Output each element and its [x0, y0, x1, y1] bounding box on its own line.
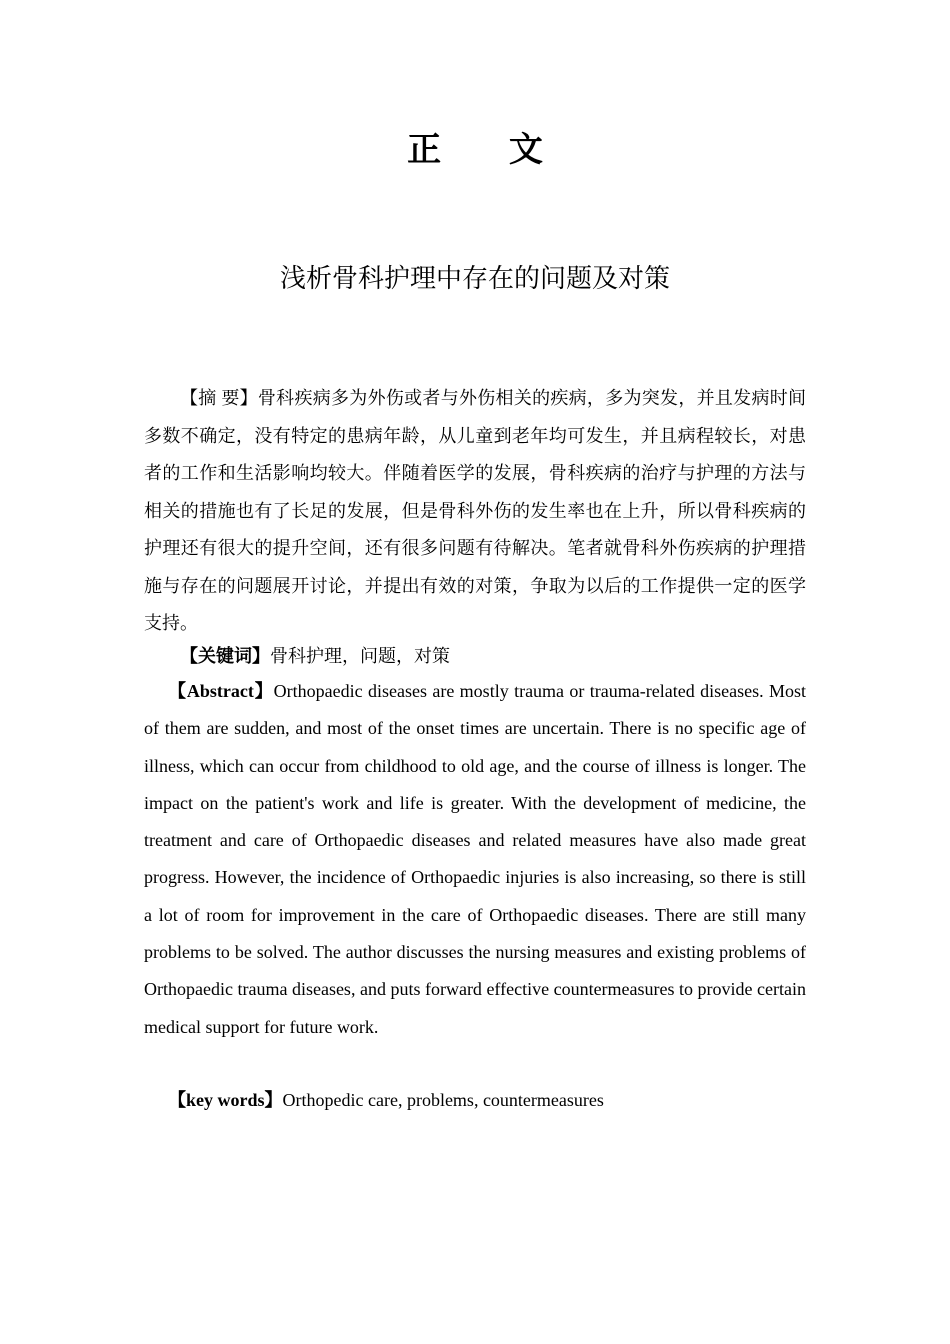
section-heading: 正 文 [407, 130, 571, 170]
chinese-keywords [144, 638, 806, 676]
chinese-keywords-text: 骨科护理，问题，对策 [270, 646, 450, 666]
english-abstract-text: Orthopaedic diseases are mostly trauma or trauma-related diseases. Most of them are sudden, and most of the onset times are uncertain. There is no specific age of illness, which can occur from childhood to old age, and the course of illness is longer. The impact on the patient's work and life is greater. With the development of medicine, the treatment and care of Orthopaedic diseases and related measures have also made great progress. However, the incidence of Orthopaedic injuries is also increasing, so there is still a lot of room for improvement in the care of Orthopaedic diseases. There are still many problems to be solved. The author discusses the nursing measures and existing problems of Orthopaedic trauma diseases, and puts forward effective countermeasures to provide certain medical support for future work. [144, 681, 806, 1037]
english-keywords-label: 【key words】 [168, 1090, 283, 1110]
english-abstract [144, 673, 806, 1046]
chinese-abstract-label: 【摘 要】 [180, 388, 258, 408]
paper-title: 浅析骨科护理中存在的问题及对策 [279, 264, 670, 294]
chinese-abstract [144, 380, 806, 643]
english-keywords [144, 1082, 806, 1119]
english-abstract-label: 【Abstract】 [168, 681, 274, 701]
chinese-keywords-label: 【关键词】 [180, 646, 270, 667]
english-keywords-text: Orthopedic care, problems, countermeasures [282, 1090, 604, 1110]
chinese-abstract-text: 骨科疾病多为外伤或者与外伤相关的疾病，多为突发，并且发病时间多数不确定，没有特定的患病年龄，从儿童到老年均可发生，并且病程较长，对患者的工作和生活影响均较大。伴随着医学的发展，骨科疾病的治疗与护理的方法与相关的措施也有了长足的发展，但是骨科外伤的发生率也在上升，所以骨科疾病的护理还有很大的提升空间，还有很多问题有待解决。笔者就骨科外伤疾病的护理措施与存在的问题展开讨论，并提出有效的对策，争取为以后的工作提供一定的医学支持。 [144, 388, 807, 633]
